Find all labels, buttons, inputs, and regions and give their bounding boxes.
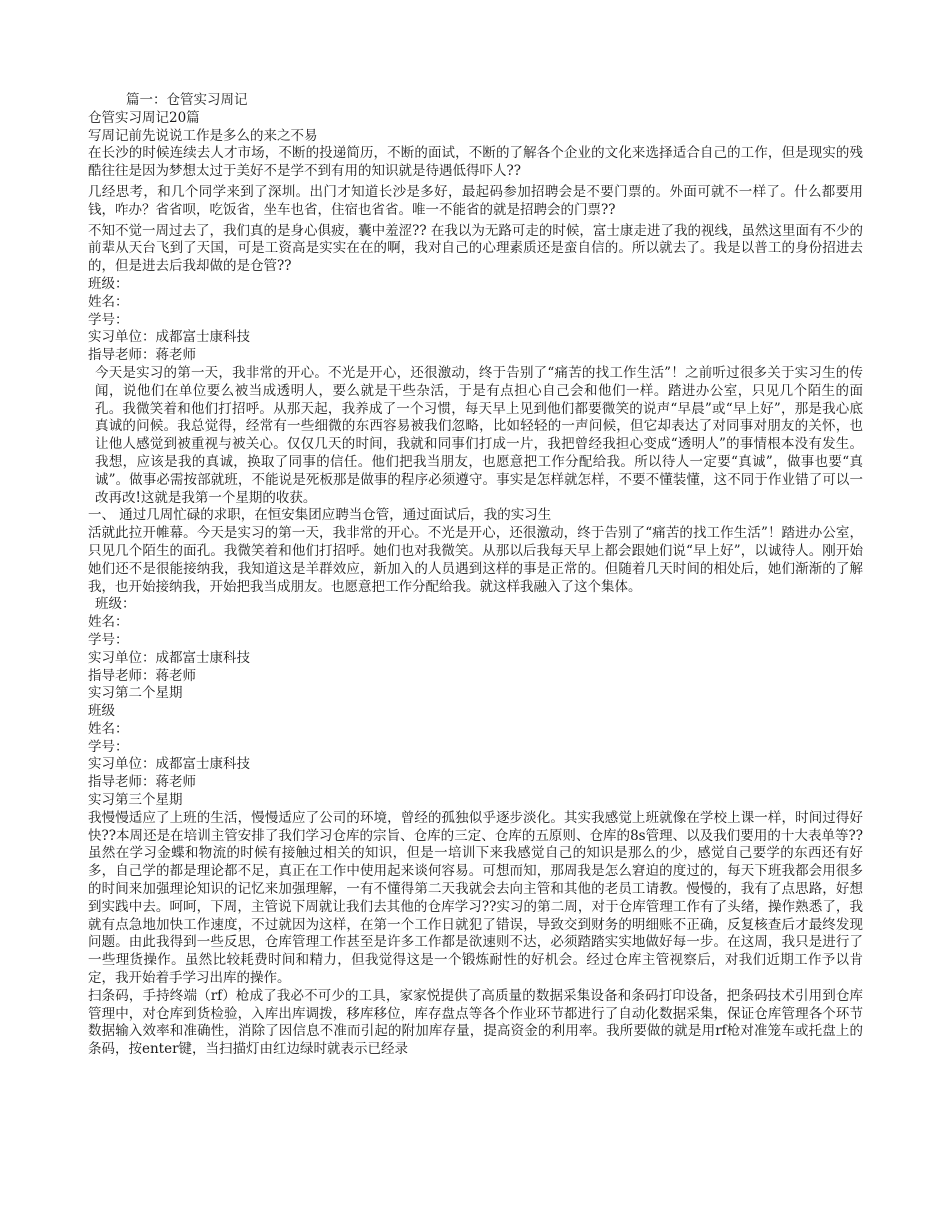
paragraph: 不知不觉一周过去了，我们真的是身心俱疲，囊中羞涩?? 在我以为无路可走的时候，富士康走进了我的视线，虽然这里面有不少的前辈从天台飞到了天国，可是工资高是实实在在的啊，我对自己的心理素质还是蛮自信的。所以就去了。我是以普工的身份招进去的，但是进去后我却做的是仓管?? — [88, 222, 863, 275]
name-label: 姓名： — [88, 293, 129, 310]
internship-unit: 实习单位：成都富士康科技 — [88, 649, 250, 666]
student-id-label: 学号： — [88, 631, 129, 648]
paragraph: 几经思考，和几个同学来到了深圳。出门才知道长沙是多好，最起码参加招聘会是不要门票的。外面可就不一样了。什么都要用钱，咋办？省省呗，吃饭省，坐车也省，住宿也省省。唯一不能省的就是招聘会的门票?? — [88, 183, 863, 218]
internship-unit: 实习单位：成都富士康科技 — [88, 756, 250, 773]
name-label: 姓名： — [88, 720, 129, 737]
class-label: 班级 — [88, 703, 115, 720]
advisor: 指导老师：蒋老师 — [88, 347, 196, 364]
section-title: 篇一：仓管实习周记 — [126, 92, 248, 108]
name-label: 姓名： — [88, 614, 129, 631]
document-title: 仓管实习周记20篇 — [88, 109, 200, 126]
week-heading: 实习第三个星期 — [88, 792, 183, 809]
advisor: 指导老师：蒋老师 — [88, 774, 196, 791]
internship-unit: 实习单位：成都富士康科技 — [88, 329, 250, 346]
class-label: 班级： — [88, 275, 129, 292]
student-id-label: 学号： — [88, 311, 129, 328]
paragraph: 活就此拉开帷幕。今天是实习的第一天，我非常的开心。不光是开心，还很激动，终于告别了“痛苦的找工作生活”！踏进办公室，只见几个陌生的面孔。我微笑着和他们打招呼。她们也对我微笑。从那以后我每天早上都会跟她们说“早上好”，以诚待人。刚开始她们还不是很能接纳我，我知道这是羊群效应，新加入的人员遇到这样的事是正常的。但随着几天时间的相处后，她们渐渐的了解我，也开始接纳我，开始把我当成朋友。也愿意把工作分配给我。就这样我融入了这个集体。 — [88, 525, 863, 595]
advisor: 指导老师：蒋老师 — [88, 667, 196, 684]
paragraph: 一、 通过几周忙碌的求职，在恒安集团应聘当仓管，通过面试后，我的实习生 — [88, 507, 552, 524]
document-body — [88, 92, 863, 1059]
paragraph: 今天是实习的第一天，我非常的开心。不光是开心，还很激动，终于告别了“痛苦的找工作生活”！之前听过很多关于实习生的传闻，说他们在单位要么被当成透明人，要么就是干些杂活，于是有点担心自己会和他们一样。踏进办公室，只见几个陌生的面孔。我微笑着和他们打招呼。从那天起，我养成了一个习惯，每天早上见到他们都要微笑的说声“早晨”或“早上好”，那是我心底真诚的问候。我总觉得，经常有一些细微的东西容易被我们忽略，比如轻轻的一声问候，但它却表达了对同事对朋友的关怀，也让他人感觉到被重视与被关心。仅仅几天的时间，我就和同事们打成一片，我把曾经我担心变成“透明人”的事情根本没有发生。我想，应该是我的真诚，换取了同事的信任。他们把我当朋友，也愿意把工作分配给我。所以待人一定要“真诚”，做事也要“真诚”。做事必需按部就班，不能说是死板那是做事的程序必须遵守。事实是怎样就怎样，不要不懂装懂，这不同于作业错了可以一改再改!这就是我第一个星期的收获。 — [95, 364, 863, 506]
week-heading: 实习第二个星期 — [88, 685, 183, 702]
paragraph: 我慢慢适应了上班的生活，慢慢适应了公司的环境，曾经的孤独似乎逐步淡化。其实我感觉上班就像在学校上课一样，时间过得好快??本周还是在培训主管安排了我们学习仓库的宗旨、仓库的三定、仓库的五原则、仓库的8s管理、以及我们要用的十大表单等??虽然在学习金蝶和物流的时候有接触过相关的知识，但是一培训下来我感觉自己的知识是那么的少，感觉自己要学的东西还有好多，自己学的都是理论都不足，真正在工作中使用起来谈何容易。可想而知，那周我是怎么窘迫的度过的，每天下班我都会用很多的时间来加强理论知识的记忆来加强理解，一有不懂得第二天我就会去向主管和其他的老员工请教。慢慢的，我有了点思路，好想到实践中去。呵呵，下周，主管说下周就让我们去其他的仓库学习??实习的第二周，对于仓库管理工作有了头绪，操作熟悉了，我就有点急地加快工作速度，不过就因为这样，在第一个工作日就犯了错误，导致交到财务的明细账不正确，反复核查后才最终发现问题。由此我得到一些反思，仓库管理工作甚至是许多工作都是欲速则不达，必须踏踏实实地做好每一步。在这周，我只是进行了一些理货操作。虽然比较耗费时间和精力，但我觉得这是一个锻炼耐性的好机会。经过仓库主管视察后，对我们近期工作予以肯定，我开始着手学习出库的操作。 — [88, 809, 863, 987]
paragraph: 在长沙的时候连续去人才市场，不断的投递简历，不断的面试，不断的了解各个企业的文化来选择适合自己的工作，但是现实的残酷往往是因为梦想太过于美好不是学不到有用的知识就是待遇低得吓人?? — [88, 145, 863, 180]
paragraph: 写周记前先说说工作是多么的来之不易 — [88, 127, 318, 144]
student-id-label: 学号： — [88, 738, 129, 755]
paragraph: 扫条码，手持终端（rf）枪成了我必不可少的工具，家家悦提供了高质量的数据采集设备和条码打印设备，把条码技术引用到仓库管理中，对仓库到货检验，入库出库调拨，移库移位，库存盘点等各个作业环节都进行了自动化数据采集，保证仓库管理各个环节数据输入效率和准确性，消除了因信息不准而引起的附加库存量，提高资金的利用率。我所要做的就是用rf枪对准笼车或托盘上的条码，按enter键，当扫描灯由红边绿时就表示已经录 — [88, 987, 863, 1058]
class-label: 班级： — [95, 596, 136, 613]
